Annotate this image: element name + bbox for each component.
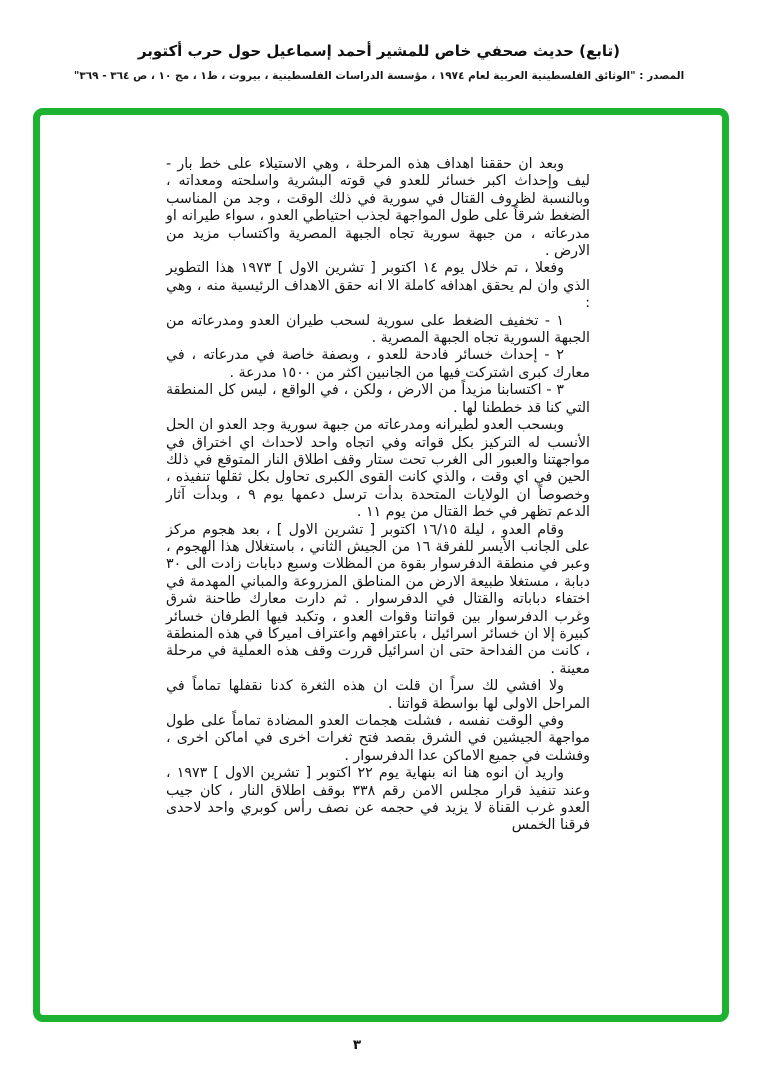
- numbered-item-2: ٢ - إحداث خسائر فادحة للعدو ، وبصفة خاصة في مدرعاته ، في معارك كبرى اشتركت فيها من الجانبين اكثر من ١٥٠٠ مدرعة .: [166, 347, 590, 381]
- paragraph-gap-secret: ولا افشي لك سراً ان قلت ان هذه الثغرة كدنا نقفلها تماماً في المراحل الاولى لها بواسطة قواتنا .: [166, 678, 590, 712]
- page-number: ٣: [352, 1037, 362, 1053]
- paragraph-deversoir-battle: وقام العدو ، ليلة ١٦/١٥ اكتوبر [ تشرين الاول ] ، بعد هجوم مركز على الجانب الأيسر للفرقة ١٦ من الجيش الثاني ، باستغلال هذا الهجوم ، وعبر في منطقة الدفرسوار بقوة من المظلات وسبع دبابات زادت الى ٣٠ دبابة ، مستغلا طبيعة الارض من المناطق المزروعة والمباني المهدمة في اختفاء دباباته والقتال في الدفرسوار . ثم دارت معارك طاحنة شرق وغرب الدفرسوار بين قواتنا وقوات العدو ، وتكبد فيها الطرفان خسائر كبيرة إلا ان خسائر اسرائيل ، باعترافهم واعتراف اميركا في هذه المنطقة ، كانت من الفداحة حتى ان اسرائيل قررت وقف هذه العملية في مرحلة معينة .: [166, 521, 590, 677]
- numbered-item-3: ٣ - اكتسابنا مزيداً من الارض ، ولكن ، في الواقع ، ليس كل المنطقة التي كنا قد خططنا لها .: [166, 382, 590, 416]
- paragraph-enemy-concentration: وبسحب العدو لطيرانه ومدرعاته من جبهة سورية وجد العدو ان الحل الأنسب له التركيز بكل قواته وفي اتجاه واحد لاحداث اي اختراق في مواجهتنا والعبور الى الغرب تحت ستار وقف اطلاق النار المتوقع في ذلك الحين في اي وقت ، والذي كانت القوى الكبرى تحاول بكل ثقلها تنفيذه ، وخصوصاً ان الولايات المتحدة بدأت ترسل دعمها يوم ٩ ، وبدأت آثار الدعم تظهر في خط القتال من يوم ١١ .: [166, 417, 590, 521]
- paragraph-ceasefire-338: واريد ان انوه هنا انه بنهاية يوم ٢٢ اكتوبر [ تشرين الاول ] ١٩٧٣ ، وعند تنفيذ قرار مجلس الامن رقم ٣٣٨ بوقف اطلاق النار ، كان جيب العدو غرب القناة لا يزيد في حجمه عن نصف رأس كوبري واحد لاحدى فرقنا الخمس: [166, 765, 590, 834]
- source-citation: المصدر : "الوثائق الفلسطينية العربية لعام ١٩٧٤ ، مؤسسة الدراسات الفلسطينية ، بيروت ، ط١ ، مج ١٠ ، ص ٣٦٤ - ٣٦٩": [73, 70, 685, 82]
- paragraph-counterattacks-failed: وفي الوقت نفسه ، فشلت هجمات العدو المضادة تماماً على طول مواجهة الجيشين في الشرق بقصد فتح ثغرات اخرى في اماكن اخرى ، وفشلت في جميع الاماكن عدا الدفرسوار .: [166, 713, 590, 764]
- page-header: [0, 42, 758, 82]
- numbered-item-1: ١ - تخفيف الضغط على سورية لسحب طيران العدو ومدرعاته من الجبهة السورية تجاه الجبهة المصرية .: [166, 312, 590, 347]
- body-text-column: [166, 156, 590, 835]
- page-title: (تابع) حديث صحفي خاص للمشير أحمد إسماعيل حول حرب أكتوبر: [137, 42, 621, 60]
- paragraph-october-14: وفعلا ، تم خلال يوم ١٤ اكتوبر [ تشرين الاول ] ١٩٧٣ هذا التطوير الذي وان لم يحقق اهدافه كاملة الا انه حقق الاهداف الرئيسية منه ، وهي :: [166, 260, 590, 312]
- paragraph-objectives-intro: وبعد ان حققنا اهداف هذه المرحلة ، وهي الاستيلاء على خط بار - ليف وإحداث اكبر خسائر للعدو في قوته البشرية واسلحته ومعداته ، وبالنسبة لظروف القتال في سورية في ذلك الوقت ، وجد من المناسب الضغط شرقاً على طول المواجهة لجذب احتياطي العدو ، سواء طيرانه او مدرعاته ، من جبهة سورية تجاه الجبهة المصرية واكتساب مزيد من الارض .: [166, 156, 590, 260]
